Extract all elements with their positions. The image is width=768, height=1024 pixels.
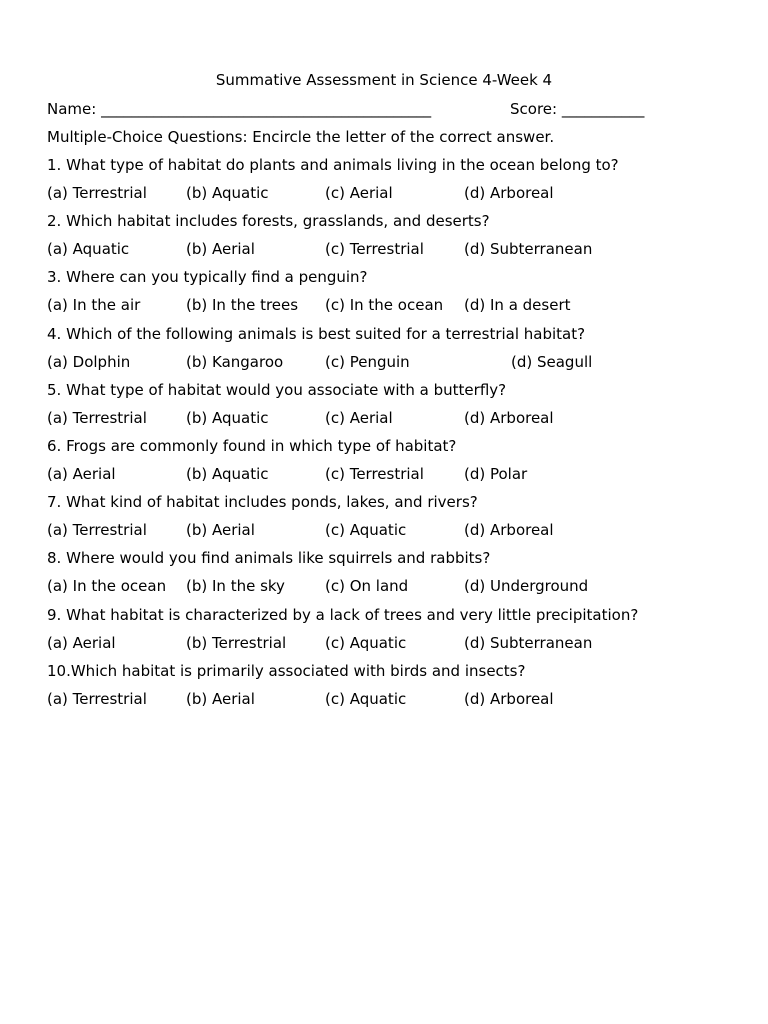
answer-option-b: (b) Aerial <box>186 521 255 539</box>
question-text: 3. Where can you typically find a penguin? <box>47 268 368 286</box>
answer-option-b: (b) Aquatic <box>186 409 269 427</box>
answer-option-b: (b) Aquatic <box>186 465 269 483</box>
answer-option-c: (c) In the ocean <box>325 296 444 314</box>
page-title: Summative Assessment in Science 4-Week 4 <box>215 71 553 89</box>
answer-option-c: (c) Penguin <box>325 353 410 371</box>
question-text: 7. What kind of habitat includes ponds, lakes, and rivers? <box>47 493 478 511</box>
answer-option-c: (c) Aerial <box>325 409 393 427</box>
answer-option-b: (b) Aquatic <box>186 184 269 202</box>
question-text: 8. Where would you find animals like squirrels and rabbits? <box>47 549 491 567</box>
answer-option-c: (c) Aquatic <box>325 690 407 708</box>
answer-option-b: (b) Kangaroo <box>186 353 284 371</box>
question-text: 9. What habitat is characterized by a lack of trees and very little precipitation? <box>47 606 639 624</box>
answer-option-b: (b) Aerial <box>186 690 255 708</box>
answer-option-b: (b) Terrestrial <box>186 634 287 652</box>
answer-option-d: (d) Subterranean <box>464 240 593 258</box>
answer-option-d: (d) In a desert <box>464 296 571 314</box>
answer-option-a: (a) Aquatic <box>47 240 130 258</box>
answer-option-c: (c) Terrestrial <box>325 465 424 483</box>
instructions: Multiple-Choice Questions: Encircle the letter of the correct answer. <box>47 128 555 146</box>
question-text: 10.Which habitat is primarily associated with birds and insects? <box>47 662 526 680</box>
answer-option-c: (c) Aquatic <box>325 634 407 652</box>
answer-option-d: (d) Polar <box>464 465 528 483</box>
answer-option-c: (c) Aquatic <box>325 521 407 539</box>
score-field-line: Score: ___________ <box>510 100 645 118</box>
answer-option-b: (b) Aerial <box>186 240 255 258</box>
answer-option-d: (d) Seagull <box>511 353 593 371</box>
answer-option-a: (a) Terrestrial <box>47 690 147 708</box>
answer-option-a: (a) In the air <box>47 296 141 314</box>
answer-option-d: (d) Subterranean <box>464 634 593 652</box>
answer-option-d: (d) Arboreal <box>464 409 554 427</box>
answer-option-c: (c) On land <box>325 577 409 595</box>
question-text: 2. Which habitat includes forests, grasslands, and deserts? <box>47 212 490 230</box>
question-text: 1. What type of habitat do plants and animals living in the ocean belong to? <box>47 156 619 174</box>
answer-option-c: (c) Terrestrial <box>325 240 424 258</box>
question-text: 5. What type of habitat would you associate with a butterfly? <box>47 381 507 399</box>
answer-option-a: (a) Terrestrial <box>47 184 147 202</box>
answer-option-c: (c) Aerial <box>325 184 393 202</box>
question-text: 6. Frogs are commonly found in which type of habitat? <box>47 437 457 455</box>
answer-option-a: (a) Terrestrial <box>47 409 147 427</box>
answer-option-a: (a) Terrestrial <box>47 521 147 539</box>
question-text: 4. Which of the following animals is best suited for a terrestrial habitat? <box>47 325 586 343</box>
answer-option-d: (d) Underground <box>464 577 589 595</box>
answer-option-d: (d) Arboreal <box>464 521 554 539</box>
answer-option-d: (d) Arboreal <box>464 184 554 202</box>
answer-option-a: (a) Aerial <box>47 634 116 652</box>
name-field-line: Name: ____________________________________________ <box>47 100 432 118</box>
answer-option-d: (d) Arboreal <box>464 690 554 708</box>
answer-option-a: (a) In the ocean <box>47 577 167 595</box>
answer-option-b: (b) In the trees <box>186 296 299 314</box>
answer-option-b: (b) In the sky <box>186 577 285 595</box>
answer-option-a: (a) Dolphin <box>47 353 131 371</box>
answer-option-a: (a) Aerial <box>47 465 116 483</box>
